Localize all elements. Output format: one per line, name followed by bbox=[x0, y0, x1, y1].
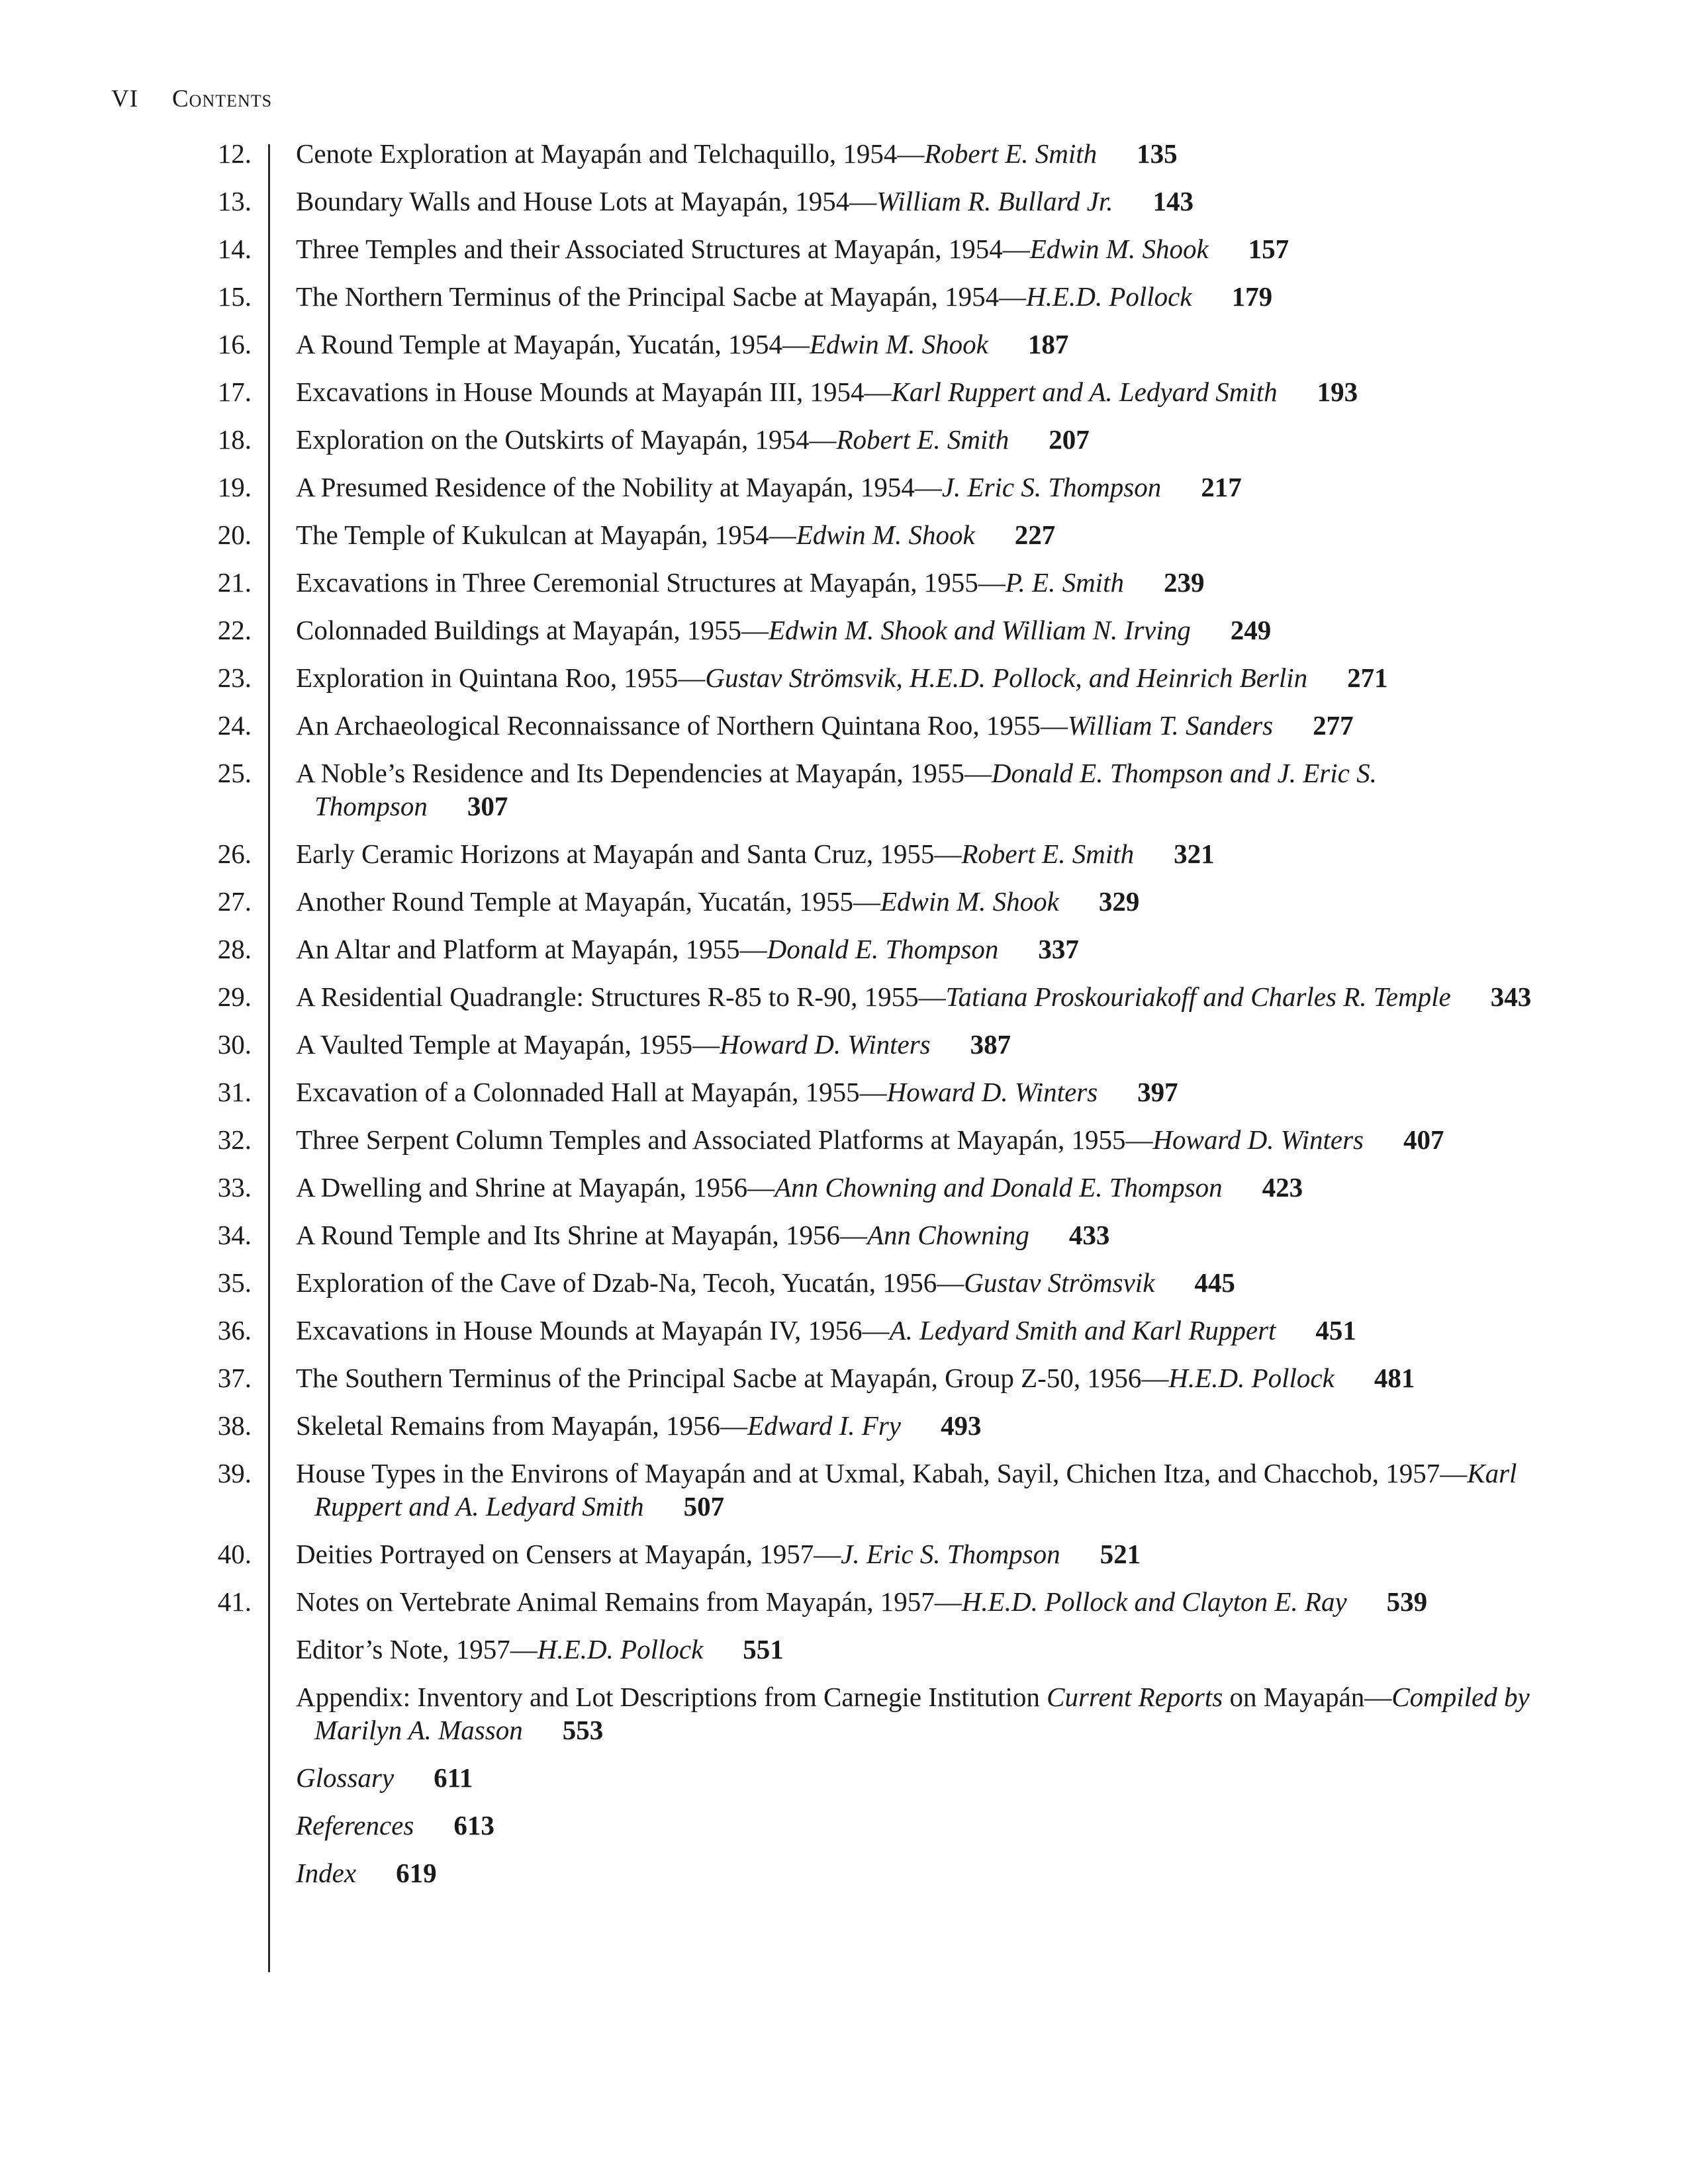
entry-title: A Noble’s Residence and Its Dependencies at Mayapán, 1955— bbox=[296, 758, 992, 788]
entry-title: Exploration of the Cave of Dzab-Na, Tecoh, Yucatán, 1956— bbox=[296, 1267, 964, 1298]
entry-number: 17. bbox=[217, 377, 252, 407]
entry-number: 36. bbox=[217, 1315, 252, 1345]
entry-number: 12. bbox=[217, 138, 252, 169]
contents-entry[interactable] bbox=[0, 885, 1688, 918]
entry-title: Glossary bbox=[296, 1762, 395, 1793]
entry-author: J. Eric S. Thompson bbox=[841, 1539, 1060, 1569]
entry-page-number: 445 bbox=[1194, 1267, 1235, 1298]
entry-author: H.E.D. Pollock bbox=[1026, 281, 1192, 312]
entry-page-number: 619 bbox=[396, 1858, 437, 1888]
entry-number: 27. bbox=[217, 886, 252, 917]
contents-entry[interactable] bbox=[0, 980, 1688, 1013]
entry-page-number: 179 bbox=[1231, 281, 1273, 312]
entry-page-number: 187 bbox=[1027, 329, 1069, 359]
entry-page-number: 493 bbox=[940, 1410, 982, 1441]
entry-page-number: 539 bbox=[1386, 1586, 1428, 1617]
entry-title: Deities Portrayed on Censers at Mayapán, 1957— bbox=[296, 1539, 841, 1569]
entry-author: Karl Ruppert and A. Ledyard Smith bbox=[314, 1458, 1517, 1522]
entry-page-number: 271 bbox=[1347, 662, 1388, 693]
entry-title: Excavations in House Mounds at Mayapán III, 1954— bbox=[296, 377, 892, 407]
contents-entry-list bbox=[0, 137, 1688, 1618]
entry-page-number: 423 bbox=[1262, 1172, 1303, 1203]
entry-number: 33. bbox=[217, 1172, 252, 1203]
entry-page-number: 611 bbox=[434, 1762, 473, 1793]
entry-author: Donald E. Thompson and J. Eric S. Thompson bbox=[314, 758, 1377, 821]
entry-author: H.E.D. Pollock bbox=[537, 1634, 704, 1664]
entry-author: Edwin M. Shook and William N. Irving bbox=[769, 615, 1191, 645]
entry-title: Another Round Temple at Mayapán, Yucatán, 1955— bbox=[296, 886, 880, 917]
entry-page-number: 343 bbox=[1490, 981, 1532, 1012]
entry-page-number: 277 bbox=[1313, 710, 1354, 741]
entry-author: H.E.D. Pollock bbox=[1168, 1363, 1335, 1393]
entry-author: Gustav Strömsvik, H.E.D. Pollock, and Heinrich Berlin bbox=[705, 662, 1308, 693]
entry-title: Three Serpent Column Temples and Associated Platforms at Mayapán, 1955— bbox=[296, 1124, 1153, 1155]
contents-entry[interactable] bbox=[0, 280, 1688, 313]
entry-number: 26. bbox=[217, 839, 252, 869]
entry-title: A Round Temple and Its Shrine at Mayapán, 1956— bbox=[296, 1220, 867, 1250]
contents-entry[interactable] bbox=[0, 566, 1688, 599]
entry-number: 32. bbox=[217, 1124, 252, 1155]
entry-number: 14. bbox=[217, 234, 252, 264]
entry-title: Exploration on the Outskirts of Mayapán, 1954— bbox=[296, 424, 837, 455]
entry-page-number: 217 bbox=[1201, 472, 1242, 502]
entry-title: The Southern Terminus of the Principal Sacbe at Mayapán, Group Z-50, 1956— bbox=[296, 1363, 1169, 1393]
entry-page-number: 329 bbox=[1098, 886, 1140, 917]
entry-number: 41. bbox=[217, 1586, 252, 1617]
entry-number: 39. bbox=[217, 1458, 252, 1488]
contents-entry[interactable] bbox=[0, 1171, 1688, 1204]
entry-title: House Types in the Environs of Mayapán and at Uxmal, Kabah, Sayil, Chichen Itza, and Chacchob, 1957— bbox=[296, 1458, 1468, 1488]
entry-page-number: 553 bbox=[562, 1715, 604, 1745]
entry-number: 35. bbox=[217, 1267, 252, 1298]
entry-page-number: 433 bbox=[1068, 1220, 1110, 1250]
contents-entry[interactable] bbox=[0, 1075, 1688, 1109]
entry-author: Karl Ruppert and A. Ledyard Smith bbox=[891, 377, 1278, 407]
entry-page-number: 307 bbox=[467, 791, 508, 821]
entry-title: Appendix: Inventory and Lot Descriptions from Carnegie Institution bbox=[296, 1682, 1047, 1712]
entry-title: Excavations in Three Ceremonial Structures at Mayapán, 1955— bbox=[296, 567, 1006, 598]
entry-author: Robert E. Smith bbox=[924, 138, 1098, 169]
entry-page-number: 135 bbox=[1137, 138, 1178, 169]
entry-page-number: 207 bbox=[1049, 424, 1090, 455]
entry-page-number: 337 bbox=[1038, 934, 1079, 964]
contents-entry[interactable] bbox=[0, 328, 1688, 361]
entry-title: An Altar and Platform at Mayapán, 1955— bbox=[296, 934, 767, 964]
contents-entry-editors-note[interactable] bbox=[0, 1633, 1688, 1666]
entry-title: Editor’s Note, 1957— bbox=[296, 1634, 538, 1664]
entry-title: Three Temples and their Associated Structures at Mayapán, 1954— bbox=[296, 234, 1030, 264]
entry-page-number: 321 bbox=[1174, 839, 1215, 869]
contents-entry[interactable] bbox=[0, 1361, 1688, 1394]
entry-number: 22. bbox=[217, 615, 252, 645]
entry-number: 15. bbox=[217, 281, 252, 312]
entry-title: Excavations in House Mounds at Mayapán IV, 1956— bbox=[296, 1315, 890, 1345]
contents-entry[interactable] bbox=[0, 518, 1688, 551]
contents-entry-glossary[interactable] bbox=[0, 1761, 1688, 1794]
entry-number: 38. bbox=[217, 1410, 252, 1441]
contents-entry[interactable] bbox=[0, 375, 1688, 408]
contents-entry[interactable] bbox=[0, 709, 1688, 742]
contents-entry[interactable] bbox=[0, 232, 1688, 265]
entry-page-number: 143 bbox=[1152, 186, 1194, 216]
contents-entry[interactable] bbox=[0, 423, 1688, 456]
entry-author: William T. Sanders bbox=[1067, 710, 1274, 741]
entry-author: H.E.D. Pollock and Clayton E. Ray bbox=[961, 1586, 1347, 1617]
entry-page-number: 507 bbox=[683, 1491, 725, 1522]
contents-entry[interactable] bbox=[0, 471, 1688, 504]
contents-entry-index[interactable] bbox=[0, 1856, 1688, 1889]
contents-entry[interactable] bbox=[0, 1409, 1688, 1442]
entry-number: 16. bbox=[217, 329, 252, 359]
entry-author: Howard D. Winters bbox=[886, 1077, 1098, 1107]
entry-author: Howard D. Winters bbox=[1152, 1124, 1364, 1155]
entry-author: J. Eric S. Thompson bbox=[941, 472, 1162, 502]
entry-page-number: 157 bbox=[1248, 234, 1289, 264]
entry-title: Index bbox=[296, 1858, 357, 1888]
running-title: Contents bbox=[172, 85, 273, 113]
contents-entry[interactable] bbox=[0, 1457, 1688, 1523]
entry-title: Excavation of a Colonnaded Hall at Mayapán, 1955— bbox=[296, 1077, 887, 1107]
contents-entry-appendix[interactable] bbox=[0, 1680, 1688, 1747]
entry-page-number: 193 bbox=[1317, 377, 1358, 407]
entry-number: 30. bbox=[217, 1029, 252, 1060]
entry-author: Compiled by Marilyn A. Masson bbox=[314, 1682, 1530, 1745]
entry-author: P. E. Smith bbox=[1005, 567, 1124, 598]
entry-number: 23. bbox=[217, 662, 252, 693]
entry-author: Edwin M. Shook bbox=[809, 329, 988, 359]
entry-number: 31. bbox=[217, 1077, 252, 1107]
entry-number: 20. bbox=[217, 520, 252, 550]
contents-entry[interactable] bbox=[0, 1218, 1688, 1251]
entry-author: Ann Chowning bbox=[867, 1220, 1029, 1250]
entry-title-suffix: on Mayapán— bbox=[1223, 1682, 1392, 1712]
entry-author: A. Ledyard Smith and Karl Ruppert bbox=[889, 1315, 1276, 1345]
contents-entry[interactable] bbox=[0, 137, 1688, 170]
entry-author: William R. Bullard Jr. bbox=[876, 186, 1113, 216]
entry-title: Notes on Vertebrate Animal Remains from Mayapán, 1957— bbox=[296, 1586, 962, 1617]
entry-author: Donald E. Thompson bbox=[767, 934, 999, 964]
contents-entry[interactable] bbox=[0, 614, 1688, 647]
entry-author: Tatiana Proskouriakoff and Charles R. Temple bbox=[945, 981, 1451, 1012]
contents-entry[interactable] bbox=[0, 1314, 1688, 1347]
entry-author: Robert E. Smith bbox=[836, 424, 1009, 455]
entry-title: Cenote Exploration at Mayapán and Telchaquillo, 1954— bbox=[296, 138, 925, 169]
contents-entry[interactable] bbox=[0, 1537, 1688, 1570]
entry-title: Exploration in Quintana Roo, 1955— bbox=[296, 662, 706, 693]
contents-entry[interactable] bbox=[0, 1028, 1688, 1061]
entry-number: 21. bbox=[217, 567, 252, 598]
contents-entry[interactable] bbox=[0, 661, 1688, 694]
entry-number: 37. bbox=[217, 1363, 252, 1393]
contents-entry[interactable] bbox=[0, 1585, 1688, 1618]
entry-title: A Vaulted Temple at Mayapán, 1955— bbox=[296, 1029, 720, 1060]
entry-title: The Northern Terminus of the Principal Sacbe at Mayapán, 1954— bbox=[296, 281, 1027, 312]
entry-number: 29. bbox=[217, 981, 252, 1012]
contents-entry[interactable] bbox=[0, 756, 1688, 823]
entry-page-number: 387 bbox=[970, 1029, 1011, 1060]
entry-page-number: 613 bbox=[453, 1810, 494, 1841]
entry-number: 19. bbox=[217, 472, 252, 502]
contents-entry[interactable] bbox=[0, 185, 1688, 218]
entry-author: Howard D. Winters bbox=[720, 1029, 931, 1060]
entry-page-number: 407 bbox=[1403, 1124, 1444, 1155]
entry-title: An Archaeological Reconnaissance of Northern Quintana Roo, 1955— bbox=[296, 710, 1068, 741]
entry-title: Colonnaded Buildings at Mayapán, 1955— bbox=[296, 615, 769, 645]
entry-author: Edward I. Fry bbox=[747, 1410, 901, 1441]
contents-entry[interactable] bbox=[0, 1123, 1688, 1156]
entry-title: Boundary Walls and House Lots at Mayapán, 1954— bbox=[296, 186, 877, 216]
contents-entry[interactable] bbox=[0, 837, 1688, 870]
contents-entry[interactable] bbox=[0, 933, 1688, 966]
entry-number: 18. bbox=[217, 424, 252, 455]
entry-author: Edwin M. Shook bbox=[1029, 234, 1209, 264]
page-folio: VI bbox=[111, 85, 139, 113]
entry-page-number: 249 bbox=[1230, 615, 1272, 645]
entry-page-number: 227 bbox=[1014, 520, 1056, 550]
table-of-contents bbox=[0, 137, 1688, 1904]
entry-author: Edwin M. Shook bbox=[880, 886, 1059, 917]
entry-page-number: 239 bbox=[1163, 567, 1205, 598]
entry-page-number: 397 bbox=[1137, 1077, 1178, 1107]
running-head bbox=[111, 85, 272, 113]
entry-page-number: 521 bbox=[1100, 1539, 1141, 1569]
entry-author: Ann Chowning and Donald E. Thompson bbox=[774, 1172, 1223, 1203]
entry-title: The Temple of Kukulcan at Mayapán, 1954— bbox=[296, 520, 796, 550]
entry-title: References bbox=[296, 1810, 414, 1841]
contents-entry-references[interactable] bbox=[0, 1809, 1688, 1842]
entry-number: 25. bbox=[217, 758, 252, 788]
entry-title: A Round Temple at Mayapán, Yucatán, 1954— bbox=[296, 329, 810, 359]
entry-number: 24. bbox=[217, 710, 252, 741]
entry-number: 40. bbox=[217, 1539, 252, 1569]
entry-page-number: 481 bbox=[1374, 1363, 1415, 1393]
entry-page-number: 551 bbox=[743, 1634, 784, 1664]
entry-title: Early Ceramic Horizons at Mayapán and Santa Cruz, 1955— bbox=[296, 839, 962, 869]
entry-author: Gustav Strömsvik bbox=[964, 1267, 1155, 1298]
contents-entry[interactable] bbox=[0, 1266, 1688, 1299]
entry-title: A Dwelling and Shrine at Mayapán, 1956— bbox=[296, 1172, 775, 1203]
entry-title: A Residential Quadrangle: Structures R-85 to R-90, 1955— bbox=[296, 981, 946, 1012]
entry-page-number: 451 bbox=[1315, 1315, 1356, 1345]
entry-number: 34. bbox=[217, 1220, 252, 1250]
entry-title: Skeletal Remains from Mayapán, 1956— bbox=[296, 1410, 748, 1441]
entry-author: Edwin M. Shook bbox=[796, 520, 975, 550]
entry-number: 28. bbox=[217, 934, 252, 964]
entry-title-italic: Current Reports bbox=[1047, 1682, 1223, 1712]
entry-title: A Presumed Residence of the Nobility at Mayapán, 1954— bbox=[296, 472, 942, 502]
entry-author: Robert E. Smith bbox=[961, 839, 1135, 869]
entry-number: 13. bbox=[217, 186, 252, 216]
